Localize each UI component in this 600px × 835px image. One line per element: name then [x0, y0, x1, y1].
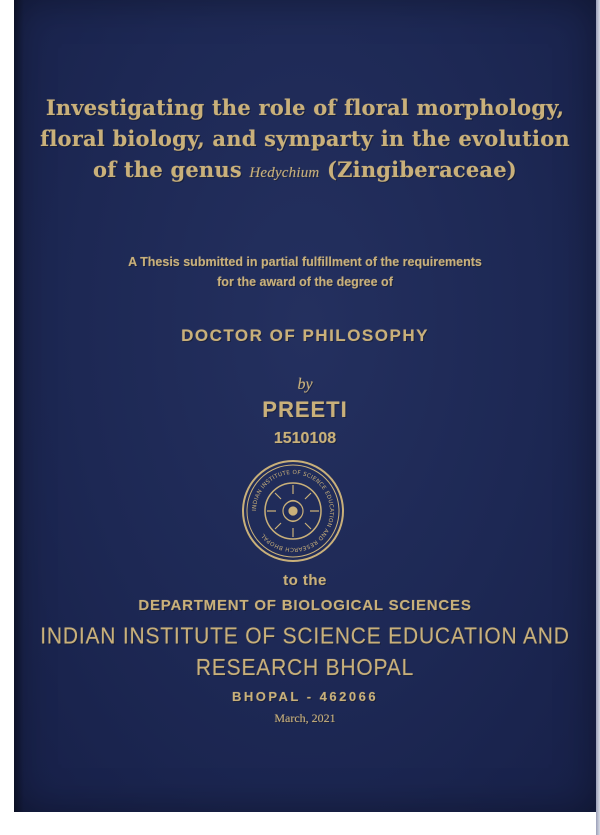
institute-line-2: RESEARCH BHOPAL	[195, 654, 415, 681]
institute-seal-icon	[240, 458, 346, 564]
page-edge	[596, 0, 600, 835]
title-line-3	[14, 154, 596, 189]
title-line-1: Investigating the role of floral morphology,	[45, 95, 565, 120]
degree-name: DOCTOR OF PHILOSOPHY	[181, 326, 429, 345]
submission-line-1: A Thesis submitted in partial fulfillment of the requirements	[128, 255, 482, 269]
thesis-title	[14, 92, 596, 189]
city-pincode: BHOPAL - 462066	[231, 689, 379, 704]
institute-line-1: INDIAN INSTITUTE OF SCIENCE EDUCATION AND	[40, 623, 570, 649]
thesis-cover	[14, 0, 596, 812]
seal-emblem	[267, 485, 319, 537]
submission-statement	[14, 252, 596, 292]
submission-line-2: for the award of the degree of	[217, 275, 393, 289]
title-prefix: of the genus	[93, 157, 242, 182]
department-name: DEPARTMENT OF BIOLOGICAL SCIENCES	[138, 597, 472, 614]
roll-number: 1510108	[273, 430, 337, 447]
institute-name	[14, 621, 596, 684]
family-name: (Zingiberaceae)	[326, 157, 517, 182]
to-the-label: to the	[283, 572, 327, 589]
submission-date: March, 2021	[274, 711, 336, 725]
seal-ring-text: INDIAN INSTITUTE OF SCIENCE EDUCATION AND RESEARCH BHOPAL	[251, 469, 335, 553]
title-line-2: floral biology, and symparty in the evolution	[40, 126, 570, 151]
by-label: by	[297, 376, 313, 393]
author-name: PREETI	[262, 397, 348, 422]
genus-name: Hedychium	[249, 165, 320, 181]
